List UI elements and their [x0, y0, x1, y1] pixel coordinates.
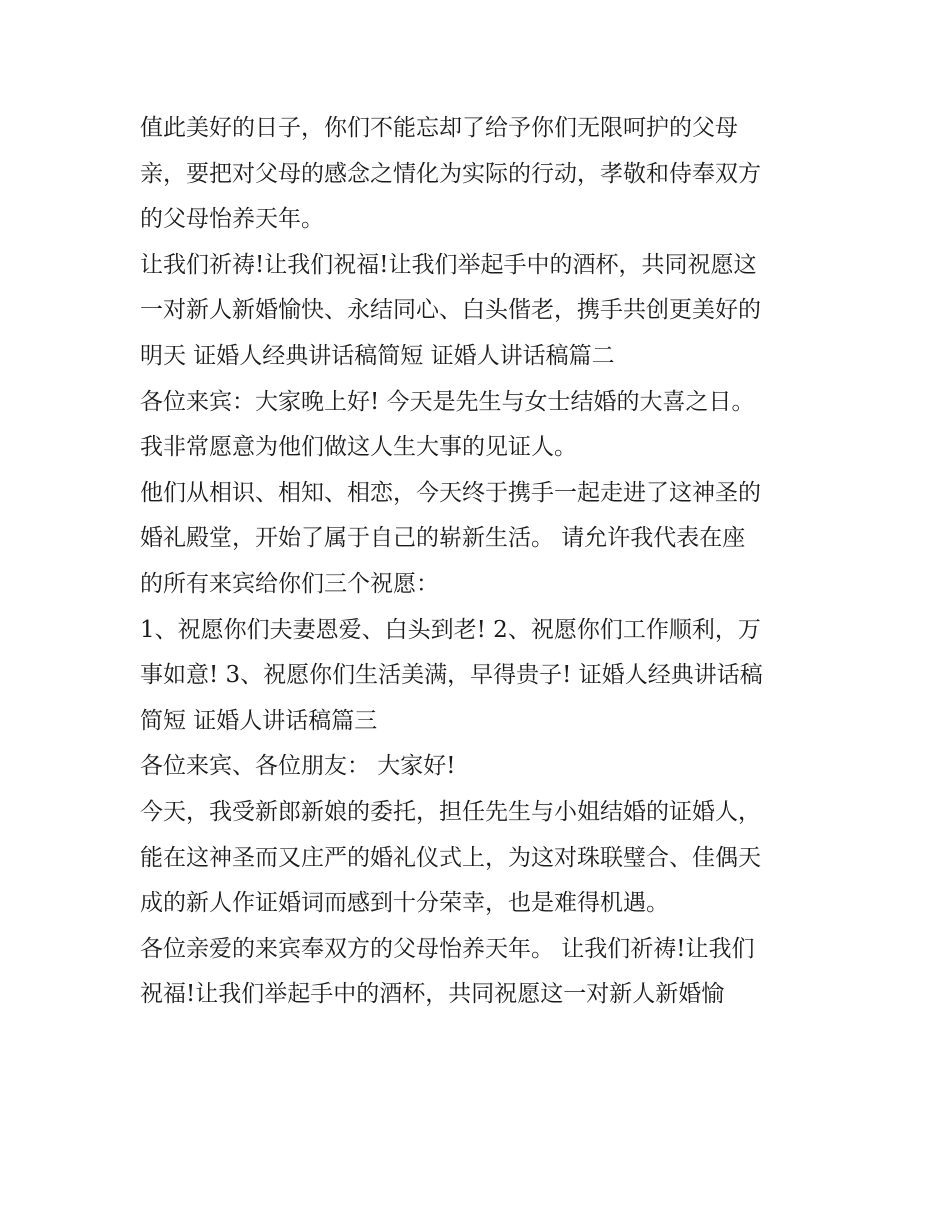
text-line: 的父母怡养天年。	[140, 206, 324, 233]
text-line: 让我们祈祷!让我们祝福!让我们举起手中的酒杯，共同祝愿这	[140, 251, 757, 278]
text-line: 事如意! 3、祝愿你们生活美满，早得贵子! 证婚人经典讲话稿	[140, 662, 763, 689]
text-line: 祝福!让我们举起手中的酒杯，共同祝愿这一对新人新婚愉	[140, 981, 725, 1008]
text-line: 简短 证婚人讲话稿篇三	[140, 707, 378, 734]
text-line: 明天 证婚人经典讲话稿简短 证婚人讲话稿篇二	[140, 342, 615, 369]
text-line: 成的新人作证婚词而感到十分荣幸，也是难得机遇。	[140, 890, 669, 917]
text-line: 1、祝愿你们夫妻恩爱、白头到老! 2、祝愿你们工作顺利，万	[140, 616, 761, 643]
text-line: 能在这神圣而又庄严的婚礼仪式上，为这对珠联璧合、佳偶天	[140, 844, 761, 871]
text-line: 各位亲爱的来宾奉双方的父母怡养天年。 让我们祈祷!让我们	[140, 935, 755, 962]
text-line: 一对新人新婚愉快、永结同心、白头偕老，携手共创更美好的	[140, 297, 761, 324]
text-line: 我非常愿意为他们做这人生大事的见证人。	[140, 434, 577, 461]
text-line: 各位来宾：大家晚上好! 今天是先生与女士结婚的大喜之日。	[140, 388, 755, 415]
text-line: 他们从相识、相知、相恋，今天终于携手一起走进了这神圣的	[140, 479, 761, 506]
text-line: 婚礼殿堂，开始了属于自己的崭新生活。 请允许我代表在座	[140, 525, 746, 552]
document-body	[140, 106, 820, 1018]
text-line: 今天，我受新郎新娘的委托，担任先生与小姐结婚的证婚人，	[140, 798, 761, 825]
text-line: 值此美好的日子，你们不能忘却了给予你们无限呵护的父母	[140, 115, 738, 141]
text-line: 的所有来宾给你们三个祝愿：	[140, 570, 439, 597]
text-line: 各位来宾、各位朋友： 大家好!	[140, 753, 456, 780]
text-line: 亲，要把对父母的感念之情化为实际的行动，孝敬和侍奉双方	[140, 160, 761, 187]
